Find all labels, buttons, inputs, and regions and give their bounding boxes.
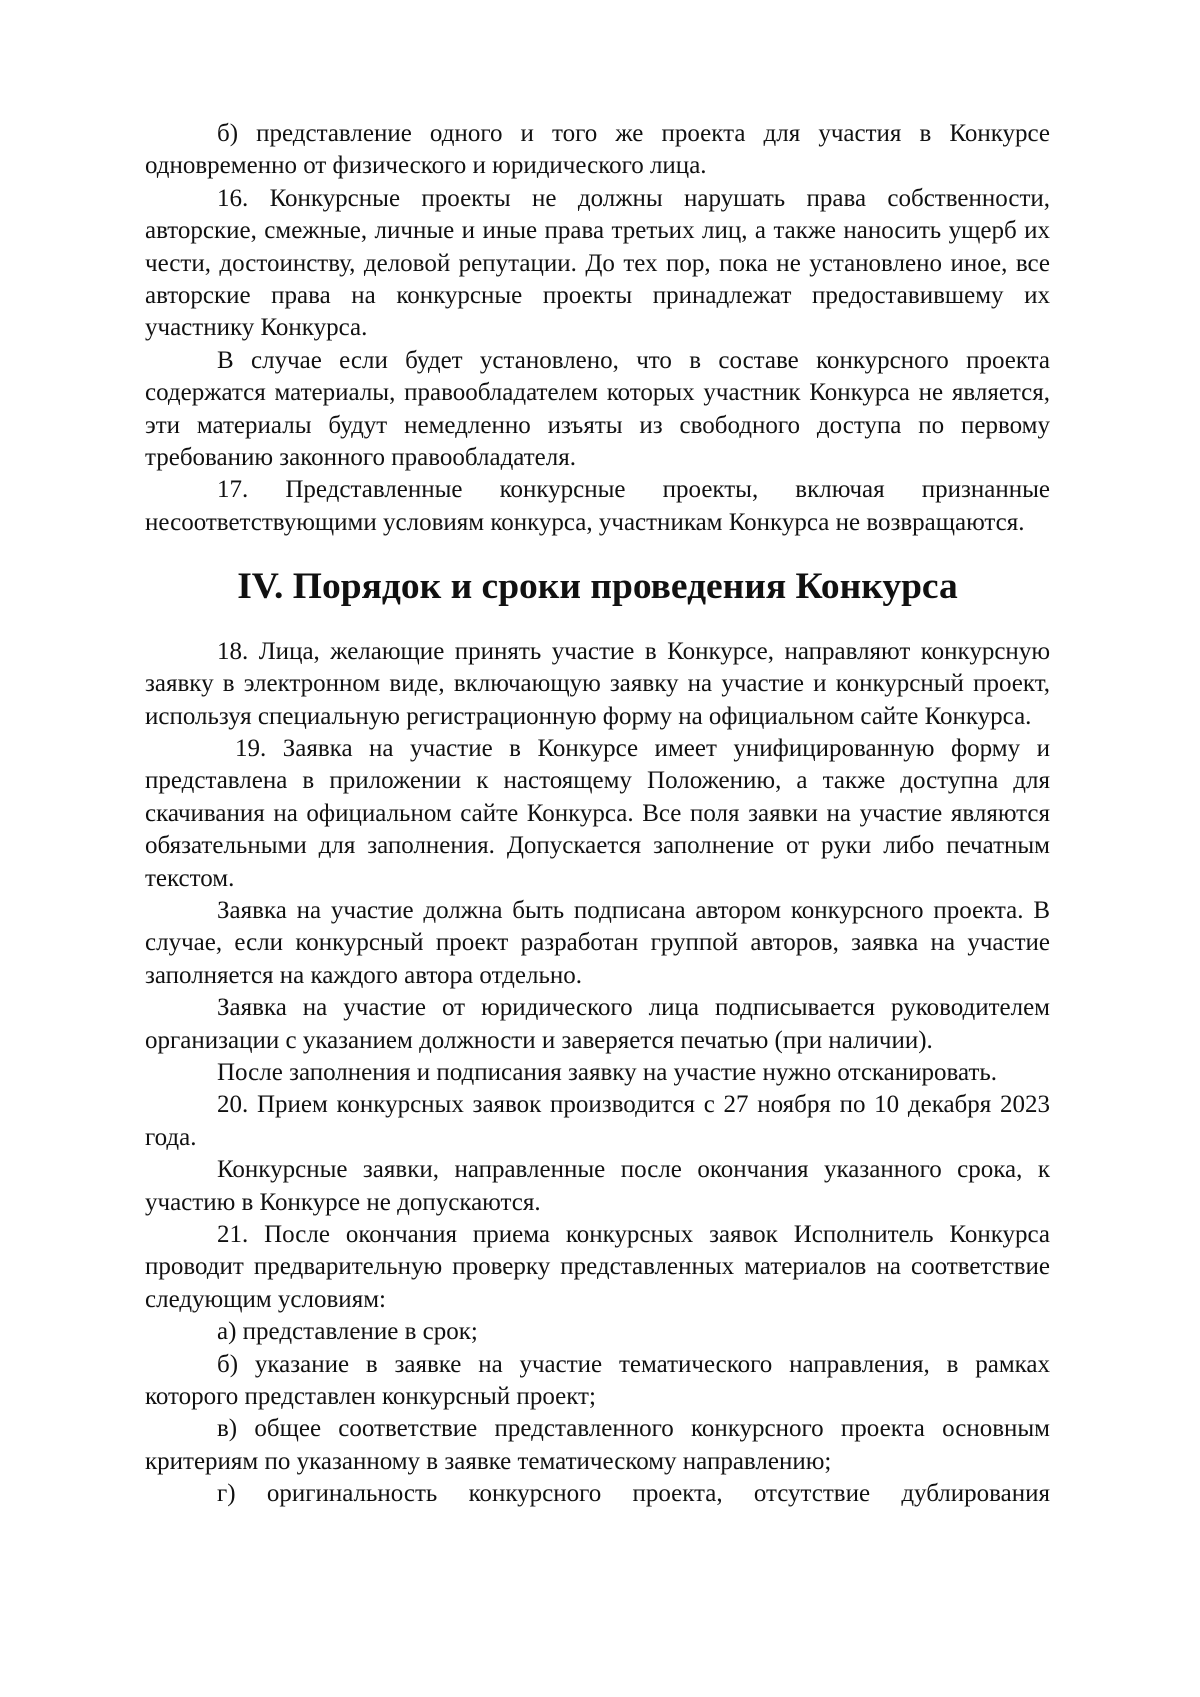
paragraph-item-a: а) представление в срок; (217, 1318, 478, 1346)
paragraph-16: 16. Конкурсные проекты не должны нарушать права собственности, авторские, смежные, личные и иные права третьих лиц, а также наносить ущерб их чести, достоинству, деловой репутации. До тех пор, пока не установлено иное, все авторские права на конкурсные проекты принадлежат предоставившему их участнику Конкурса. (145, 184, 1050, 342)
paragraph-signature-author: Заявка на участие должна быть подписана автором конкурсного проекта. В случае, если конкурсный проект разработан группой авторов, заявка на участие заполняется на каждого автора отдельно. (145, 896, 1050, 989)
paragraph-materials-withdrawal: В случае если будет установлено, что в составе конкурсного проекта содержатся материалы, правообладателем которых участник Конкурса не является, эти материалы будут немедленно изъяты из свободного доступа по первому требованию законного правообладателя. (145, 346, 1050, 472)
paragraph-item-b-submission: б) представление одного и того же проекта для участия в Конкурсе одновременно от физического и юридического лица. (145, 120, 1050, 180)
paragraph-scan: После заполнения и подписания заявку на участие нужно отсканировать. (217, 1058, 998, 1086)
paragraph-21: 21. После окончания приема конкурсных заявок Исполнитель Конкурса проводит предварительную проверку представленных материалов на соответствие следующим условиям: (145, 1221, 1050, 1313)
paragraph-item-b: б) указание в заявке на участие тематического направления, в рамках которого представлен конкурсный проект; (145, 1350, 1050, 1411)
paragraph-17: 17. Представленные конкурсные проекты, включая признанные несоответствующими условиям конкурса, участникам Конкурса не возвращаются. (145, 476, 1050, 536)
paragraph-20: 20. Прием конкурсных заявок производится с 27 ноября по 10 декабря 2023 года. (145, 1091, 1050, 1151)
paragraph-late-submissions: Конкурсные заявки, направленные после окончания указанного срока, к участию в Конкурсе не допускаются. (145, 1156, 1050, 1216)
paragraph-19: 19. Заявка на участие в Конкурсе имеет унифицированную форму и представлена в приложении к настоящему Положению, а также доступна для скачивания на официальном сайте Конкурса. Все поля заявки на участие являются обязательными для заполнения. Допускается заполнение от руки либо печатным текстом. (145, 734, 1050, 892)
paragraph-item-v: в) общее соответствие представленного конкурсного проекта основным критериям по указанному в заявке тематическому направлению; (145, 1415, 1050, 1475)
document-page (145, 118, 1050, 1511)
paragraph-18: 18. Лица, желающие принять участие в Конкурсе, направляют конкурсную заявку в электронном виде, включающую заявку на участие и конкурсный проект, используя специальную регистрационную форму на официальном сайте Конкурса. (145, 637, 1050, 730)
section-heading: IV. Порядок и сроки проведения Конкурса (237, 566, 958, 608)
paragraph-item-g: г) оригинальность конкурсного проекта, отсутствие дублирования (217, 1480, 1050, 1508)
paragraph-signature-legal-entity: Заявка на участие от юридического лица подписывается руководителем организации с указанием должности и заверяется печатью (при наличии). (145, 994, 1050, 1054)
